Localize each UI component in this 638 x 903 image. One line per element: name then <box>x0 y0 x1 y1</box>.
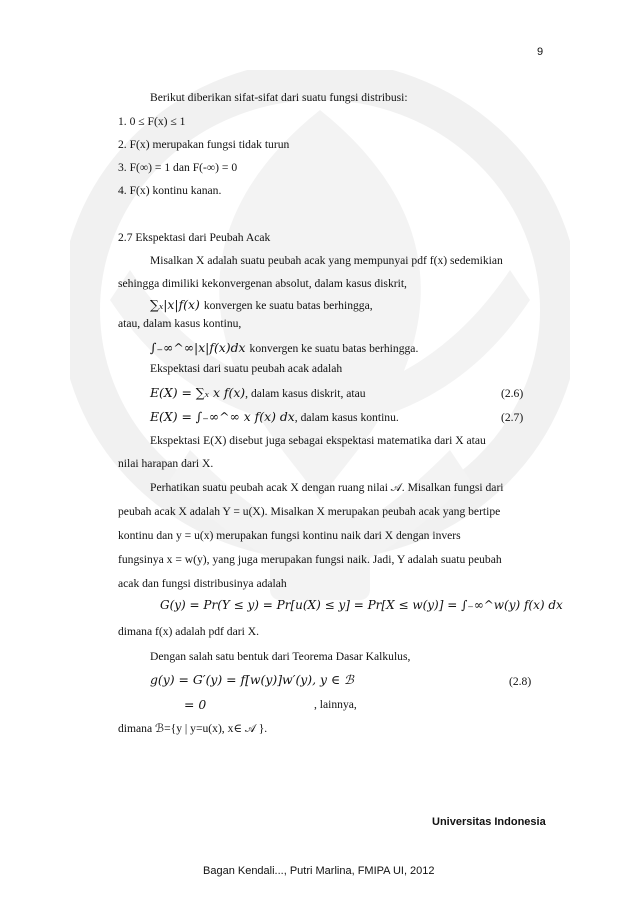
page-number: 9 <box>537 46 544 58</box>
integral-convergence-line <box>150 339 418 357</box>
section-title: 2.7 Ekspektasi dari Peubah Acak <box>118 231 271 244</box>
eq26-formula: E(X) = ∑ₓ x f(x) <box>150 385 246 400</box>
integral-text: konvergen ke suatu batas berhingga. <box>249 342 419 355</box>
paragraph-line: nilai harapan dari X. <box>118 457 214 470</box>
paragraph-line: Ekspektasi dari suatu peubah acak adalah <box>150 362 343 375</box>
property-4: 4. F(x) kontinu kanan. <box>118 184 222 197</box>
paragraph-line: sehingga dimiliki kekonvergenan absolut, dalam kasus diskrit, <box>118 277 407 290</box>
equation-2-8-otherwise <box>184 696 206 714</box>
distribution-equation: G(y) = Pr(Y ≤ y) = Pr[u(X) ≤ y] = Pr[X ≤ w(y)] = ∫₋∞^w(y) f(x) dx <box>160 598 563 612</box>
eq28b-formula: = 0 <box>184 697 207 712</box>
equation-number: (2.8) <box>509 675 532 688</box>
paragraph-line: Misalkan X adalah suatu peubah acak yang mempunyai pdf f(x) sedemikian <box>150 254 503 267</box>
property-1: 1. 0 ≤ F(x) ≤ 1 <box>118 115 186 128</box>
intro-text: Berikut diberikan sifat-sifat dari suatu fungsi distribusi: <box>150 91 408 104</box>
paragraph-line: kontinu dan y = u(x) merupakan fungsi kontinu naik dari X dengan invers <box>118 529 461 542</box>
paragraph-line: fungsinya x = w(y), yang juga merupakan fungsi naik. Jadi, Y adalah suatu peubah <box>118 553 502 566</box>
integral-formula: ∫₋∞^∞|x|f(x)dx <box>150 340 246 355</box>
paragraph-line: dimana ℬ={y | y=u(x), x∈ 𝒜 }. <box>118 722 268 735</box>
equation-2-6 <box>150 384 366 402</box>
eq28b-text: , lainnya, <box>314 698 357 711</box>
sum-convergence-line <box>150 296 373 314</box>
equation-number: (2.7) <box>501 411 524 424</box>
equation-2-8: g(y) = G′(y) = f[w(y)]w′(y), y ∈ ℬ <box>150 672 354 687</box>
sum-formula: ∑ₓ|x|f(x) <box>150 297 200 312</box>
university-name: Universitas Indonesia <box>432 816 546 828</box>
paragraph-line: dimana f(x) adalah pdf dari X. <box>118 625 259 638</box>
eq27-text: , dalam kasus kontinu. <box>294 411 399 424</box>
eq27-formula: E(X) = ∫₋∞^∞ x f(x) dx <box>150 409 295 424</box>
paragraph-line: Ekspektasi E(X) disebut juga sebagai ekspektasi matematika dari X atau <box>150 434 486 447</box>
eq26-text: , dalam kasus diskrit, atau <box>245 387 366 400</box>
paragraph-line: Perhatikan suatu peubah acak X dengan ruang nilai 𝒜. Misalkan fungsi dari <box>150 481 504 494</box>
paragraph-line: Dengan salah satu bentuk dari Teorema Dasar Kalkulus, <box>150 650 411 663</box>
equation-2-7 <box>150 408 399 426</box>
paragraph-line: acak dan fungsi distribusinya adalah <box>118 577 287 590</box>
property-3: 3. F(∞) = 1 dan F(-∞) = 0 <box>118 161 238 174</box>
paragraph-line: peubah acak X adalah Y = u(X). Misalkan X merupakan peubah acak yang bertipe <box>118 505 501 518</box>
property-2: 2. F(x) merupakan fungsi tidak turun <box>118 138 290 151</box>
equation-number: (2.6) <box>501 387 524 400</box>
sum-text: konvergen ke suatu batas berhingga, <box>203 299 373 312</box>
paragraph-line: atau, dalam kasus kontinu, <box>118 317 242 330</box>
page-footer: Bagan Kendali..., Putri Marlina, FMIPA UI, 2012 <box>203 865 435 877</box>
